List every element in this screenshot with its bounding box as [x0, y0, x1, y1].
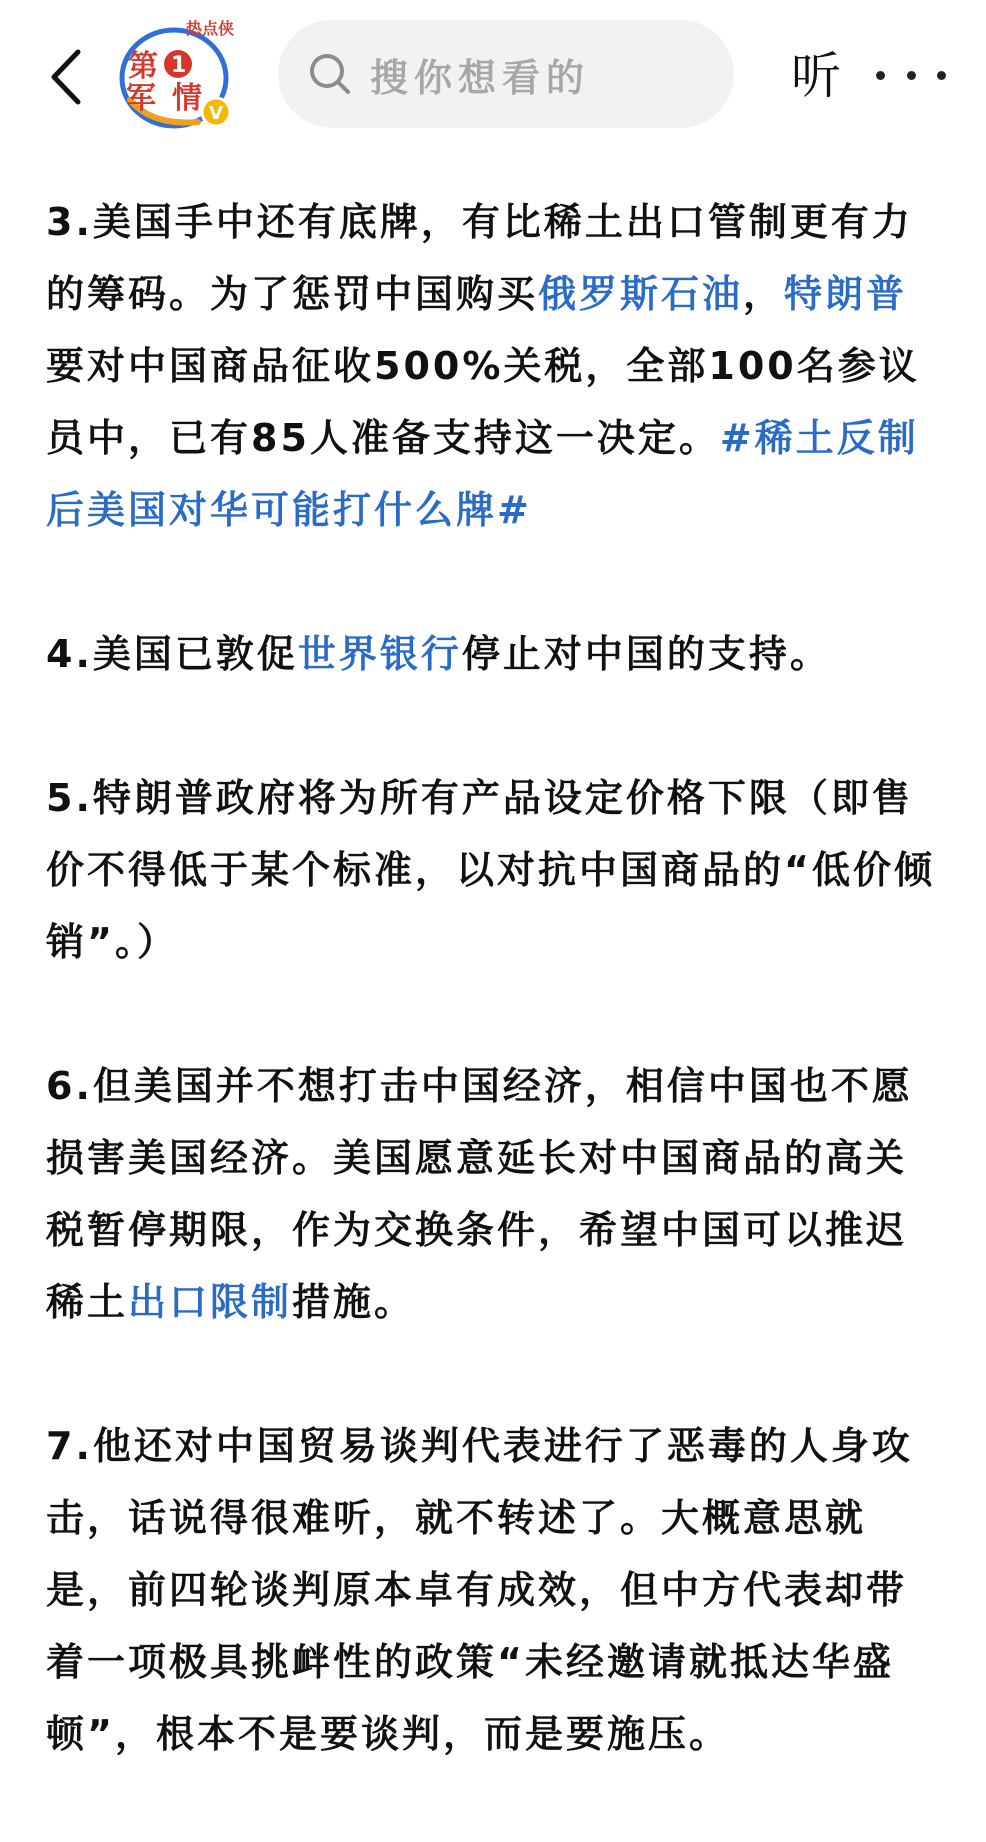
- account-logo: [112, 14, 242, 134]
- paragraph-text: 6.但美国并不想打击中国经济，相信中国也不愿损害美国经济。美国愿意延长对中国商品的高关税暂停期限，作为交换条件，希望中国可以推迟稀土: [46, 1064, 913, 1324]
- top-bar: [0, 0, 986, 150]
- verified-badge-icon: V: [209, 103, 223, 124]
- paragraph-4: [46, 618, 946, 690]
- link-world-bank[interactable]: 世界银行: [297, 632, 462, 676]
- paragraph-3: [46, 186, 946, 546]
- paragraph-text: 5.特朗普政府将为所有产品设定价格下限（即售价不得低于某个标准，以对抗中国商品的“低价倾销”。）: [46, 776, 935, 964]
- paragraph-7: [46, 1410, 946, 1770]
- paragraph-5: [46, 762, 946, 978]
- avatar-char-2: 军: [126, 81, 156, 116]
- more-dot: [876, 71, 885, 80]
- paragraph-text: 3.美国手中还有底牌，有比稀土出口管制更有力的筹码。为了惩罚中国购买: [46, 200, 913, 316]
- avatar-number: 1: [171, 53, 187, 78]
- search-placeholder: 搜你想看的: [370, 55, 591, 100]
- hashtag-link[interactable]: #稀土反制后美国对华可能打什么牌#: [46, 416, 919, 532]
- chevron-left-icon: [48, 48, 82, 106]
- more-dot: [907, 71, 916, 80]
- avatar-char-1: 第: [128, 49, 158, 84]
- link-russian-oil[interactable]: 俄罗斯石油: [538, 272, 744, 316]
- paragraph-text: 要对中国商品征收500%关税，全部100名参议员中，已有85人准备支持这一决定。: [46, 344, 920, 460]
- link-export-restriction[interactable]: 出口限制: [128, 1280, 293, 1324]
- paragraph-text: 7.他还对中国贸易谈判代表进行了恶毒的人身攻击，话说得很难听，就不转述了。大概意思就是，前四轮谈判原本卓有成效，但中方代表却带着一项极具挑衅性的政策“未经邀请就抵达华盛顿”，根本不是要谈判，而是要施压。: [46, 1424, 913, 1756]
- paragraph-6: [46, 1050, 946, 1338]
- paragraph-text: 4.美国已敦促: [46, 632, 298, 676]
- search-bar[interactable]: [278, 20, 734, 128]
- avatar[interactable]: [112, 14, 242, 134]
- link-trump[interactable]: 特朗普: [784, 272, 908, 316]
- search-icon: [308, 52, 352, 96]
- paragraph-text: 措施。: [292, 1280, 416, 1324]
- avatar-badge-text: 热点侠: [186, 19, 235, 38]
- paragraph-text: 停止对中国的支持。: [461, 632, 831, 676]
- listen-button[interactable]: 听: [791, 47, 841, 105]
- article-body: [46, 186, 946, 1842]
- more-icon[interactable]: [876, 50, 946, 100]
- avatar-char-3: 情: [172, 81, 202, 116]
- paragraph-text: ，: [743, 272, 785, 316]
- more-dot: [937, 71, 946, 80]
- back-button[interactable]: [40, 42, 90, 112]
